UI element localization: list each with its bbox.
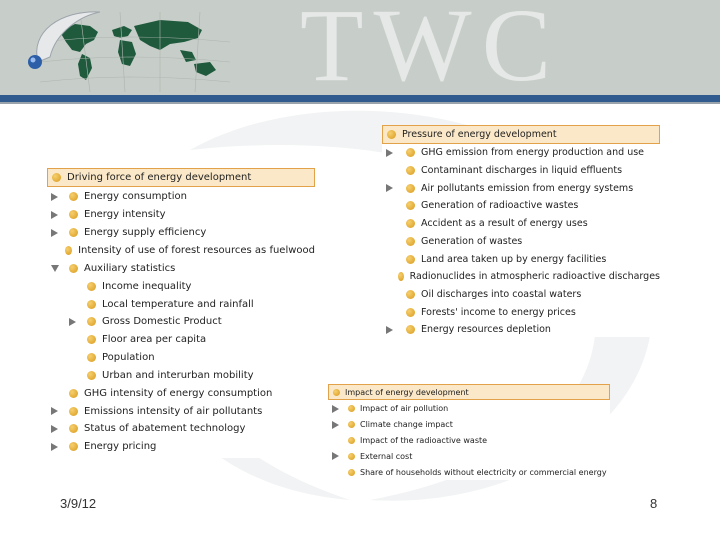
expand-arrow-icon[interactable] bbox=[51, 229, 58, 237]
bullet-icon bbox=[69, 424, 78, 433]
impact-header[interactable] bbox=[328, 384, 610, 400]
tree-item[interactable] bbox=[47, 420, 315, 438]
expand-arrow-icon[interactable] bbox=[51, 193, 58, 201]
tree-item[interactable] bbox=[47, 295, 315, 313]
bullet-icon bbox=[87, 335, 96, 344]
pressure-title: Pressure of energy development bbox=[402, 129, 557, 140]
expand-arrow-icon[interactable] bbox=[386, 149, 393, 157]
bullet-icon bbox=[406, 219, 415, 228]
tree-item-label: Generation of radioactive wastes bbox=[421, 200, 579, 212]
pressure-header[interactable] bbox=[382, 125, 660, 144]
bullet-icon bbox=[52, 173, 61, 182]
tree-item[interactable] bbox=[382, 162, 660, 180]
expand-arrow-icon[interactable] bbox=[386, 184, 393, 192]
globe-logo-icon bbox=[20, 2, 240, 92]
bullet-icon bbox=[333, 389, 340, 396]
tree-item-label: Share of households without electricity or commercial energy bbox=[360, 467, 607, 477]
impact-panel bbox=[328, 384, 610, 480]
impact-title: Impact of energy development bbox=[345, 387, 469, 397]
tree-item-label: External cost bbox=[360, 451, 413, 461]
tree-item-label: Local temperature and rainfall bbox=[102, 298, 254, 310]
tree-item-label: Gross Domestic Product bbox=[102, 316, 222, 328]
tree-item[interactable] bbox=[382, 303, 660, 321]
bullet-icon bbox=[69, 228, 78, 237]
bullet-icon bbox=[69, 442, 78, 451]
bullet-icon bbox=[406, 290, 415, 299]
expand-arrow-icon[interactable] bbox=[51, 211, 58, 219]
driving-force-title: Driving force of energy development bbox=[67, 172, 252, 183]
tree-item[interactable] bbox=[382, 233, 660, 251]
bullet-icon bbox=[87, 317, 96, 326]
tree-item[interactable] bbox=[328, 448, 610, 464]
tree-item-label: Accident as a result of energy uses bbox=[421, 218, 588, 230]
bullet-icon bbox=[406, 237, 415, 246]
tree-item-label: Population bbox=[102, 352, 155, 364]
tree-item[interactable] bbox=[382, 250, 660, 268]
expand-arrow-icon[interactable] bbox=[386, 326, 393, 334]
bullet-icon bbox=[348, 421, 355, 428]
bullet-icon bbox=[87, 300, 96, 309]
collapse-arrow-icon[interactable] bbox=[51, 265, 59, 272]
tree-item-label: Urban and interurban mobility bbox=[102, 369, 254, 381]
tree-item[interactable] bbox=[328, 417, 610, 433]
tree-item[interactable] bbox=[382, 268, 660, 286]
bullet-icon bbox=[406, 255, 415, 264]
tree-item[interactable] bbox=[47, 224, 315, 242]
tree-item-label: Energy resources depletion bbox=[421, 324, 551, 336]
footer-date: 3/9/12 bbox=[60, 496, 97, 511]
tree-item-label: Impact of the radioactive waste bbox=[360, 435, 488, 445]
twc-watermark: TWC bbox=[300, 0, 562, 95]
tree-item-label: Income inequality bbox=[102, 280, 192, 292]
bullet-icon bbox=[398, 272, 403, 281]
tree-item-label: Auxiliary statistics bbox=[84, 262, 176, 274]
tree-item[interactable] bbox=[382, 321, 660, 339]
bullet-icon bbox=[87, 353, 96, 362]
bullet-icon bbox=[406, 166, 415, 175]
bullet-icon bbox=[69, 264, 78, 273]
tree-item-label: Land area taken up by energy facilities bbox=[421, 253, 607, 265]
bullet-icon bbox=[406, 308, 415, 317]
tree-item-label: Contaminant discharges in liquid effluents bbox=[421, 165, 623, 177]
tree-item[interactable] bbox=[328, 401, 610, 417]
bullet-icon bbox=[65, 246, 72, 255]
bullet-icon bbox=[348, 469, 355, 476]
tree-item[interactable] bbox=[382, 144, 660, 162]
tree-item[interactable] bbox=[382, 215, 660, 233]
tree-item[interactable] bbox=[47, 259, 315, 277]
expand-arrow-icon[interactable] bbox=[51, 425, 58, 433]
tree-item[interactable] bbox=[47, 331, 315, 349]
tree-item-label: GHG emission from energy production and use bbox=[421, 147, 645, 159]
tree-item[interactable] bbox=[47, 349, 315, 367]
tree-item-label: Energy intensity bbox=[84, 209, 166, 221]
tree-item-label: Generation of wastes bbox=[421, 235, 523, 247]
expand-arrow-icon[interactable] bbox=[332, 405, 339, 413]
tree-item-label: GHG intensity of energy consumption bbox=[84, 387, 273, 399]
bullet-icon bbox=[387, 130, 396, 139]
tree-item[interactable] bbox=[47, 313, 315, 331]
tree-item-label: Air pollutants emission from energy systems bbox=[421, 182, 634, 194]
bullet-icon bbox=[348, 405, 355, 412]
tree-item-label: Forests' income to energy prices bbox=[421, 306, 576, 318]
bullet-icon bbox=[406, 325, 415, 334]
expand-arrow-icon[interactable] bbox=[69, 318, 76, 326]
tree-item-label: Floor area per capita bbox=[102, 334, 207, 346]
bullet-icon bbox=[69, 389, 78, 398]
pressure-panel bbox=[382, 125, 660, 337]
bullet-icon bbox=[69, 210, 78, 219]
driving-force-panel bbox=[47, 168, 315, 458]
bullet-icon bbox=[87, 282, 96, 291]
bullet-icon bbox=[348, 437, 355, 444]
expand-arrow-icon[interactable] bbox=[332, 421, 339, 429]
bullet-icon bbox=[406, 184, 415, 193]
tree-item[interactable] bbox=[47, 438, 315, 456]
bullet-icon bbox=[406, 148, 415, 157]
header-banner bbox=[0, 0, 720, 95]
tree-item[interactable] bbox=[47, 402, 315, 420]
tree-item[interactable] bbox=[382, 286, 660, 304]
expand-arrow-icon[interactable] bbox=[51, 443, 58, 451]
bullet-icon bbox=[348, 453, 355, 460]
bullet-icon bbox=[87, 371, 96, 380]
tree-item-label: Emissions intensity of air pollutants bbox=[84, 405, 263, 417]
tree-item-label: Radionuclides in atmospheric radioactive discharges bbox=[409, 271, 660, 283]
tree-item-label: Intensity of use of forest resources as fuelwood bbox=[78, 244, 315, 256]
tree-item[interactable] bbox=[382, 179, 660, 197]
expand-arrow-icon[interactable] bbox=[51, 407, 58, 415]
tree-item[interactable] bbox=[47, 367, 315, 385]
tree-item[interactable] bbox=[47, 384, 315, 402]
driving-force-header[interactable] bbox=[47, 168, 315, 187]
tree-item[interactable] bbox=[47, 277, 315, 295]
tree-item-label: Climate change impact bbox=[360, 420, 453, 430]
tree-item[interactable] bbox=[382, 197, 660, 215]
tree-item[interactable] bbox=[47, 206, 315, 224]
tree-item[interactable] bbox=[47, 242, 315, 260]
tree-item[interactable] bbox=[328, 433, 610, 449]
tree-item[interactable] bbox=[328, 464, 610, 480]
tree-item-label: Impact of air pollution bbox=[360, 404, 449, 414]
bullet-icon bbox=[69, 192, 78, 201]
expand-arrow-icon[interactable] bbox=[332, 452, 339, 460]
tree-item[interactable] bbox=[47, 188, 315, 206]
bullet-icon bbox=[69, 407, 78, 416]
bullet-icon bbox=[406, 201, 415, 210]
tree-item-label: Oil discharges into coastal waters bbox=[421, 288, 582, 300]
tree-item-label: Energy supply efficiency bbox=[84, 227, 207, 239]
tree-item-label: Energy pricing bbox=[84, 441, 157, 453]
page-number: 8 bbox=[650, 496, 658, 511]
tree-item-label: Status of abatement technology bbox=[84, 423, 246, 435]
tree-item-label: Energy consumption bbox=[84, 191, 187, 203]
